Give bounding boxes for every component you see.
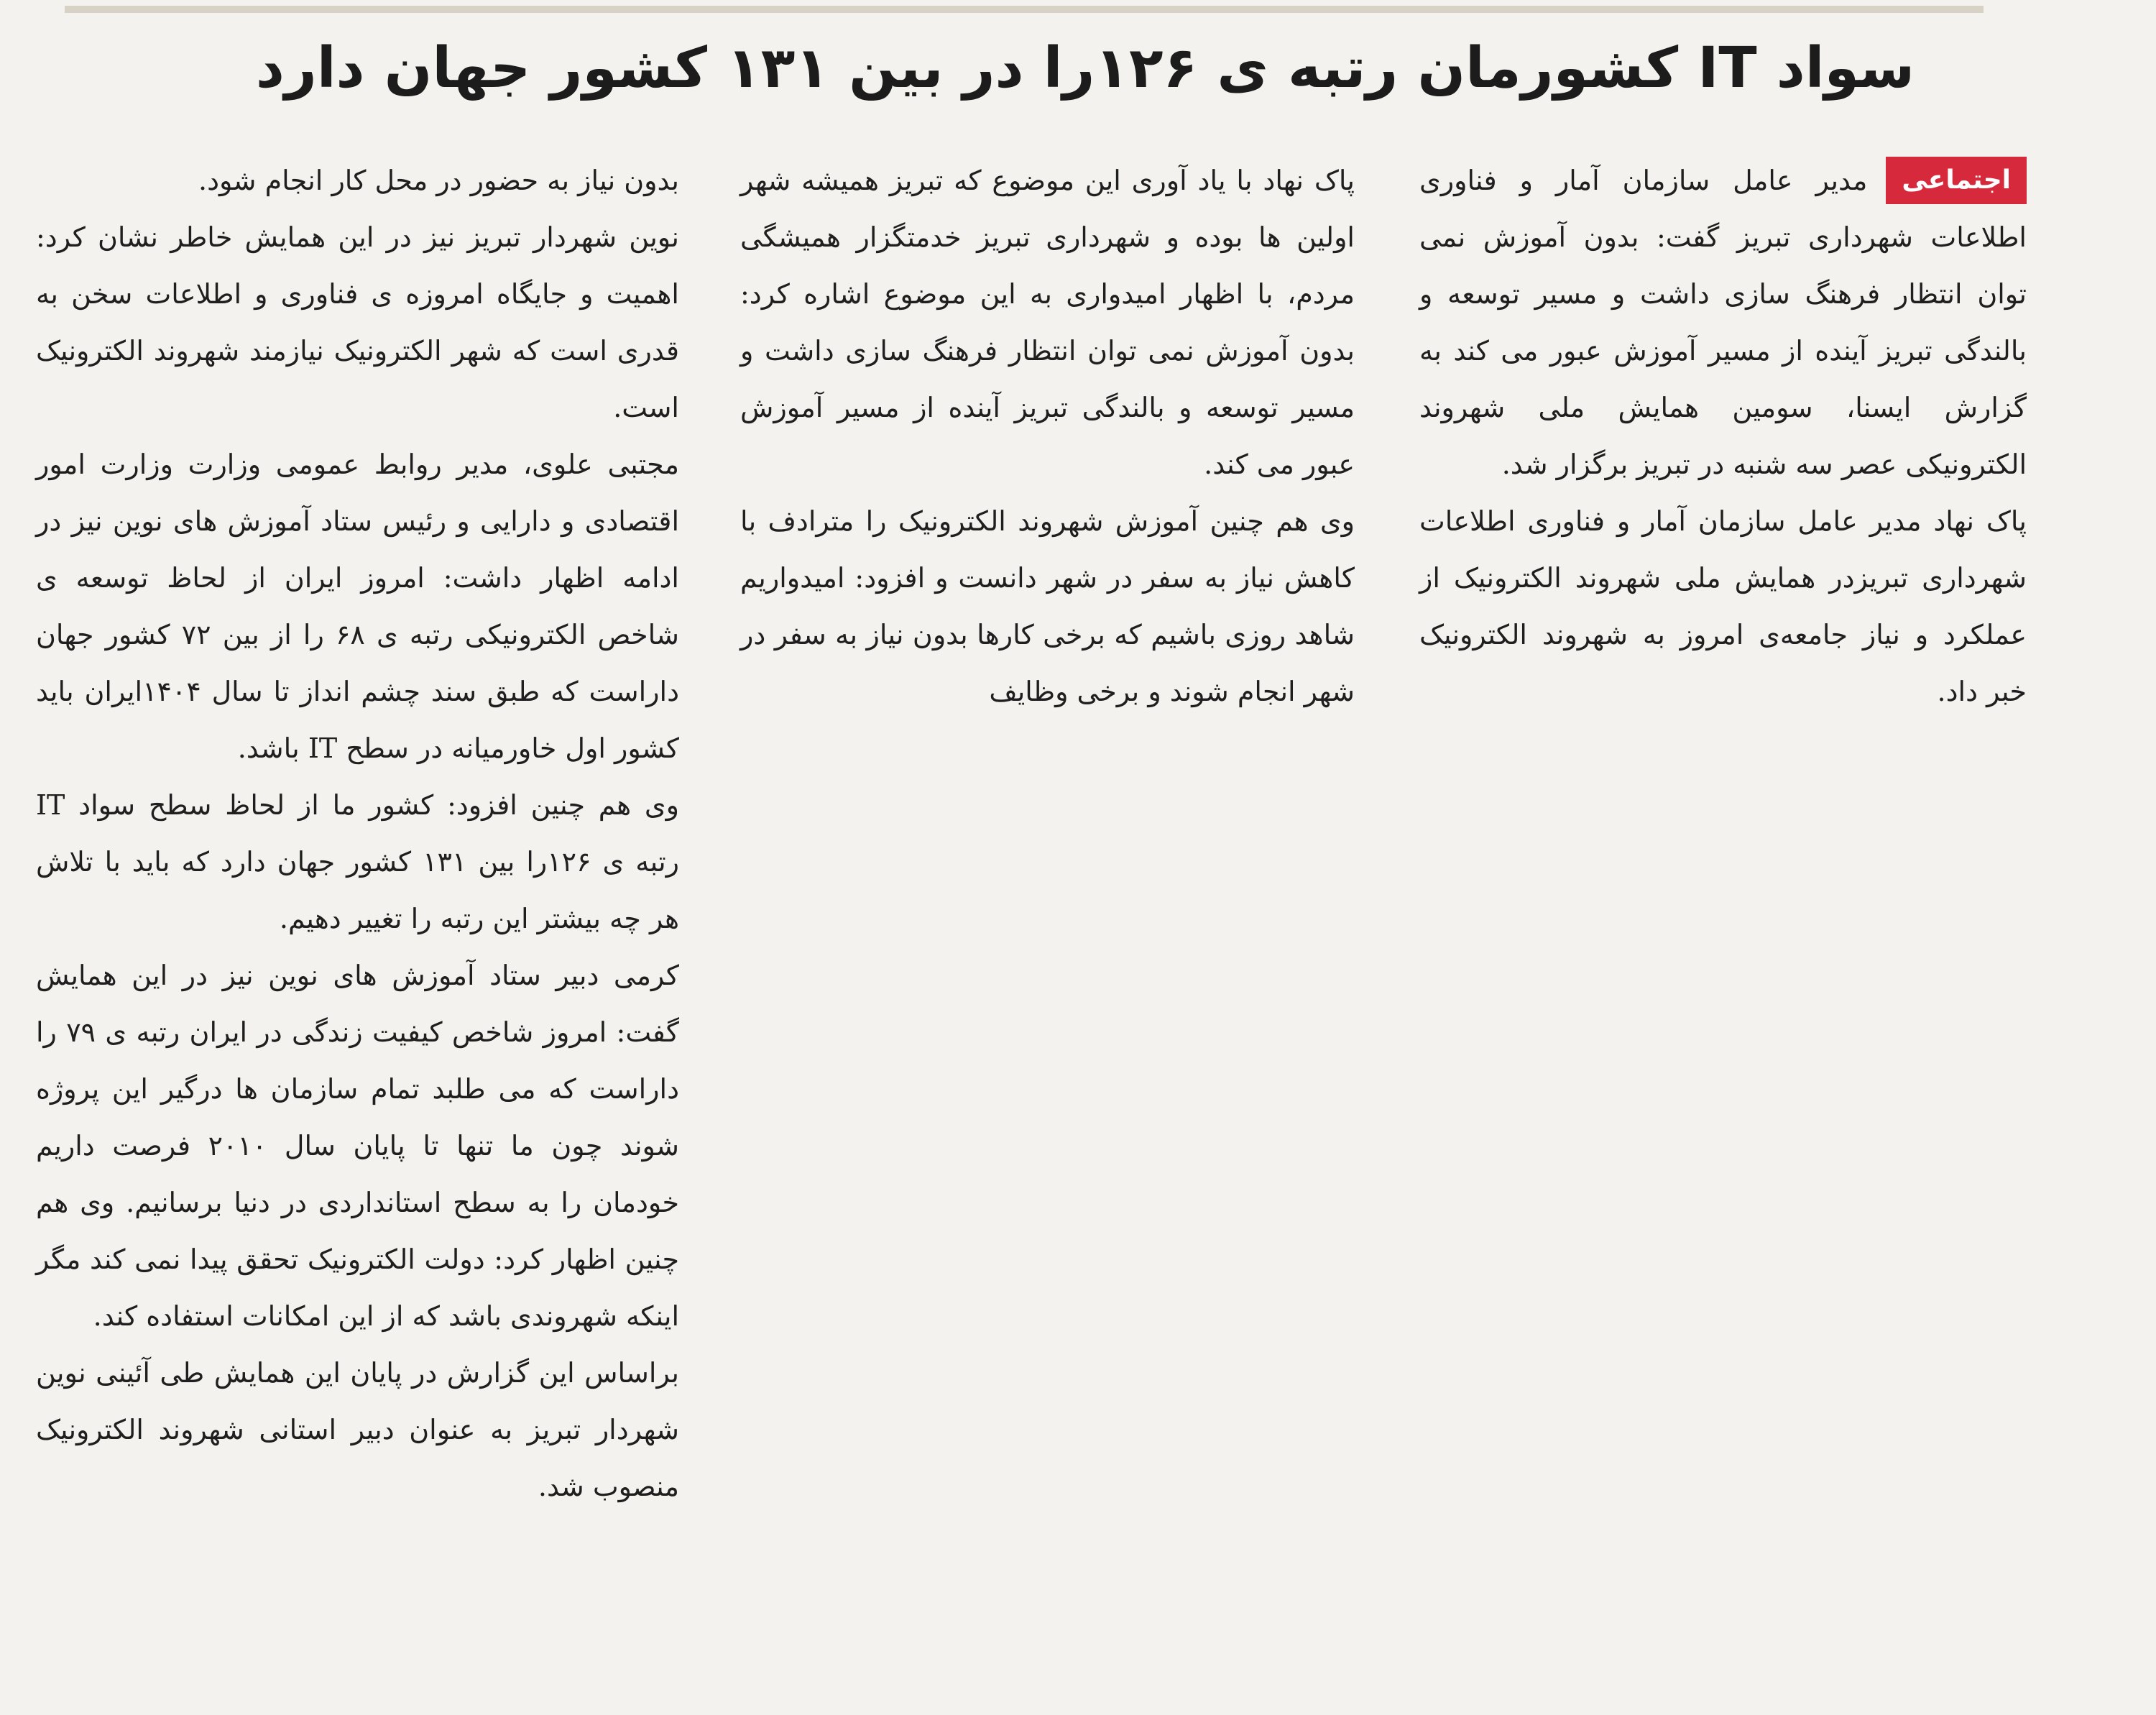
paragraph: وی هم چنین افزود: کشور ما از لحاظ سطح سواد IT رتبه ی ۱۲۶را بین ۱۳۱ کشور جهان دارد که باید با تلاش هر چه بیشتر این رتبه را تغییر دهیم. [36,789,679,934]
headline: سواد IT کشورمان رتبه ی ۱۲۶را در بین ۱۳۱ کشور جهان دارد [255,36,1915,101]
paragraph: پاک نهاد مدیر عامل سازمان آمار و فناوری اطلاعات شهرداری تبریزدر همایش ملی شهروند الکترونیک از عملکرد و نیاز جامعه‌ی امروز به شهروند الکترونیک خبر داد. [1419,505,2027,707]
paragraph: نوین شهردار تبریز نیز در این همایش خاطر نشان کرد: اهمیت و جایگاه امروزه ی فناوری و اطلاعات سخن به قدری است که شهر الکترونیک نیازمند شهروند الکترونیک است. [36,221,679,423]
paragraph: پاک نهاد با یاد آوری این موضوع که تبریز همیشه شهر اولین ها بوده و شهرداری تبریز خدمتگزار همیشگی مردم، با اظهار امیدواری به این موضوع اشاره کرد: بدون آموزش نمی توان انتظار فرهنگ سازی داشت و مسیر توسعه و بالندگی تبریز آینده از مسیر آموزش عبور می کند. [740,165,1355,480]
paragraph: وی هم چنین آموزش شهروند الکترونیک را مترادف با کاهش نیاز به سفر در شهر دانست و افزود: امیدواریم شاهد روزی باشیم که برخی کارها بدون نیاز به سفر در شهر انجام شوند و برخی وظایف [740,505,1355,707]
paragraph: مجتبی علوی، مدیر روابط عمومی وزارت وزارت امور اقتصادی و دارایی و رئیس ستاد آموزش های نوین نیز در ادامه اظهار داشت: امروز ایران از لحاظ توسعه ی شاخص الکترونیکی رتبه ی ۶۸ را از بین ۷۲ کشور جهان داراست که طبق سند چشم انداز تا سال ۱۴۰۴ایران باید کشور اول خاورمیانه در سطح IT باشد. [36,449,679,764]
top-rule [65,6,1984,13]
paragraph: بدون نیاز به حضور در محل کار انجام شود. [198,165,679,196]
paragraph: براساس این گزارش در پایان این همایش طی آئینی نوین شهردار تبریز به عنوان دبیر استانی شهروند الکترونیک منصوب شد. [36,1357,679,1502]
paragraph: کرمی دبیر ستاد آموزش های نوین نیز در این همایش گفت: امروز شاخص کیفیت زندگی در ایران رتبه ی ۷۹ را داراست که می طلبد تمام سازمان ها درگیر این پروژه شوند چون ما تنها تا پایان سال ۲۰۱۰ فرصت داریم خودمان را به سطح استانداردی در دنیا برسانیم. وی هم چنین اظهار کرد: دولت الکترونیک تحقق پیدا نمی کند مگر اینکه شهروندی باشد که از این امکانات استفاده کند. [36,960,679,1332]
article-column-left [36,152,679,1515]
article-column-right [1419,152,2027,720]
paragraph: مدیر عامل سازمان آمار و فناوری اطلاعات شهرداری تبریز گفت: بدون آموزش نمی توان انتظار فرهنگ سازی داشت و مسیر توسعه و بالندگی تبریز آینده از مسیر آموزش عبور می کند به گزارش ایسنا، سومین همایش ملی شهروند الکترونیکی عصر سه شنبه در تبریز برگزار شد. [1419,165,2027,480]
article-column-middle [740,152,1355,720]
section-tag: اجتماعی [1886,157,2027,204]
